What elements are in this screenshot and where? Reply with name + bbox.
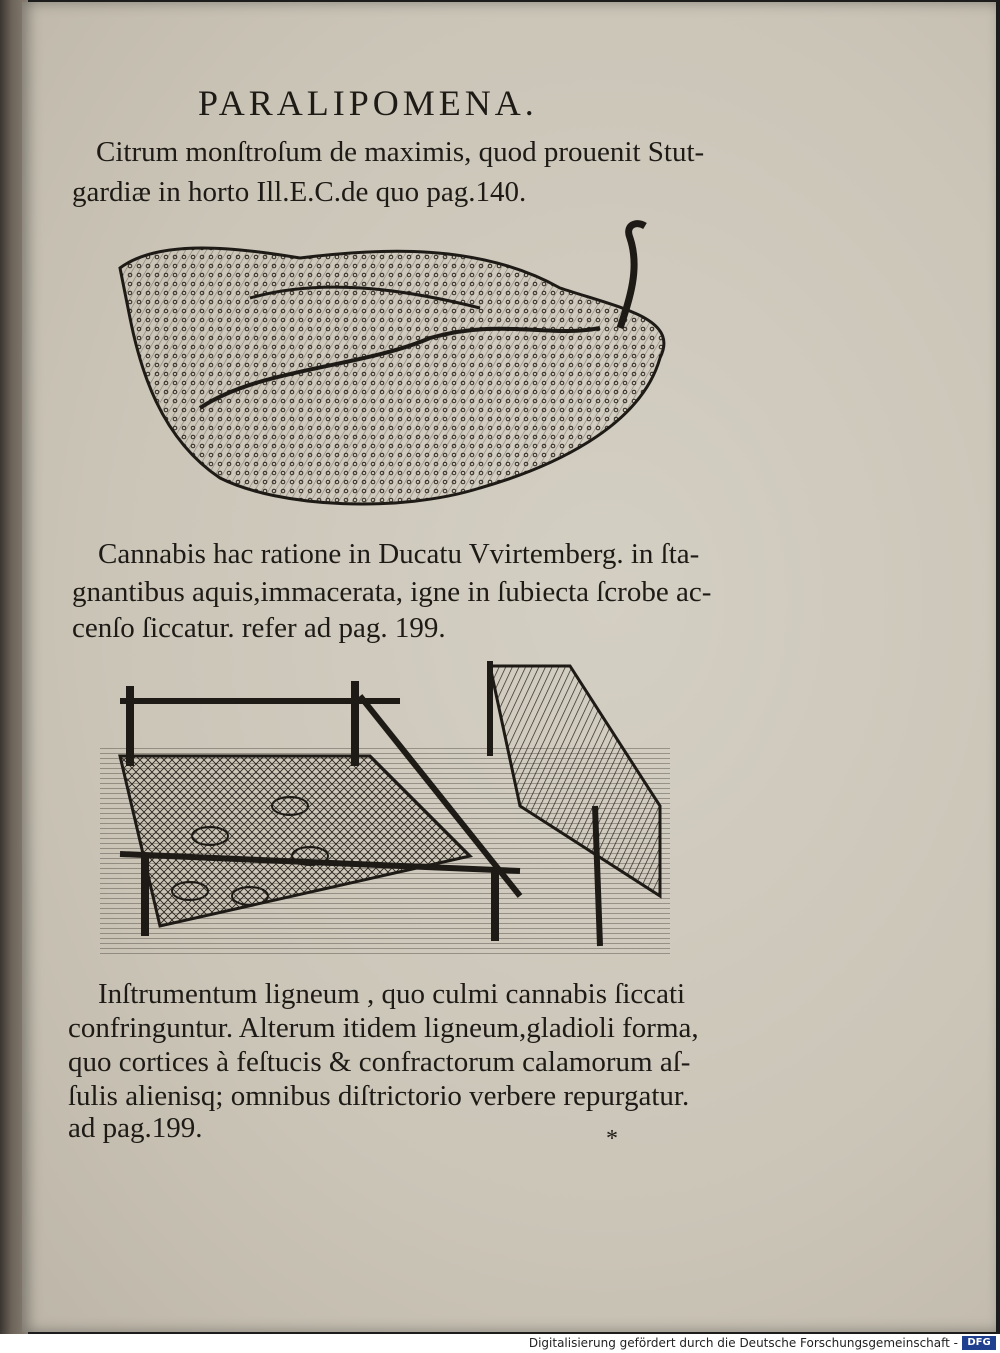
caption-cannabis-line-2: gnantibus aquis,immacerata, igne in ſubiecta ſcrobe ac- bbox=[72, 576, 712, 608]
caption-cannabis-line-1: Cannabis hac ratione in Ducatu Vvirtemberg. in ſta- bbox=[98, 538, 700, 570]
dfg-logo-icon[interactable]: DFG bbox=[962, 1336, 996, 1350]
caption-instrument-line-3: quo cortices à feſtucis & confractorum calamorum aſ- bbox=[68, 1046, 691, 1078]
signature-mark: * bbox=[606, 1126, 618, 1152]
hemp-drying-woodcut bbox=[100, 656, 670, 956]
footer-credit: Digitalisierung gefördert durch die Deutsche Forschungsgemeinschaft - bbox=[528, 1336, 958, 1350]
caption-cannabis-line-3: cenſo ſiccatur. refer ad pag. 199. bbox=[72, 612, 446, 644]
footer-bar bbox=[0, 1334, 1000, 1353]
caption-instrument-line-2: confringuntur. Alterum itidem ligneum,gladioli forma, bbox=[68, 1012, 699, 1044]
caption-citrum-line-1: Citrum monſtroſum de maximis, quod prouenit Stut- bbox=[96, 136, 705, 168]
caption-citrum-line-2: gardiæ in horto Ill.E.C.de quo pag.140. bbox=[72, 176, 527, 208]
caption-instrument-line-5: ad pag.199. bbox=[68, 1112, 203, 1144]
page-heading: PARALIPOMENA. bbox=[198, 83, 538, 123]
citron-woodcut bbox=[100, 218, 680, 528]
caption-instrument-line-1: Inſtrumentum ligneum , quo culmi cannabis ſiccati bbox=[98, 978, 686, 1010]
caption-instrument-line-4: ſulis alienisq; omnibus diſtrictorio verbere repurgatur. bbox=[68, 1080, 690, 1112]
